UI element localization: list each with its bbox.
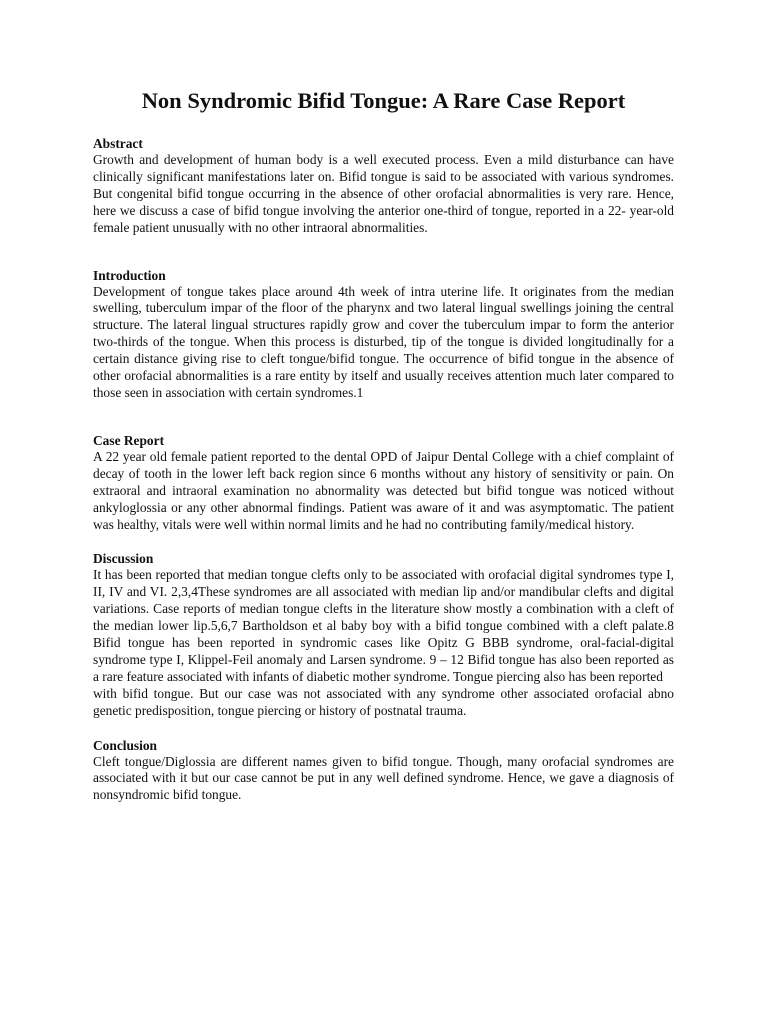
section-case-report bbox=[93, 432, 674, 534]
heading-conclusion: Conclusion bbox=[93, 737, 157, 753]
section-spacer bbox=[93, 237, 674, 267]
section-abstract bbox=[93, 135, 674, 237]
document-page bbox=[93, 86, 674, 804]
heading-introduction: Introduction bbox=[93, 267, 166, 283]
section-discussion bbox=[93, 550, 674, 719]
paragraph-case-report: A 22 year old female patient reported to the dental OPD of Jaipur Dental College with a chief complaint of decay of tooth in the lower left back region since 6 months without any history of sensitivity or pain. On extraoral and intraoral examination no abnormality was detected but bifid tongue was noticed without ankyloglossia or any other abnormal findings. Patient was aware of it and was asymptomatic. The patient was healthy, vitals were well within normal limits and he had no contributing family/medical history. bbox=[93, 448, 674, 532]
section-spacer bbox=[93, 402, 674, 432]
paragraph-introduction: Development of tongue takes place around 4th week of intra uterine life. It originates from the median swelling, tuberculum impar of the floor of the pharynx and two lateral lingual swellings joining the central structure. The lateral lingual structures rapidly grow and cover the tuberculum impar to form the anterior two-thirds of the tongue. When this process is disturbed, tip of the tongue is divided longitudinally for a certain distance giving rise to cleft tongue/bifid tongue. The occurrence of bifid tongue in the absence of other orofacial abnormalities is a rare entity by itself and usually receives attention much later compared to those seen in association with certain syndromes.1 bbox=[93, 283, 674, 400]
heading-case-report: Case Report bbox=[93, 432, 165, 448]
paragraph-discussion: It has been reported that median tongue clefts only to be associated with orofacial digital syndromes type I, II, IV and VI. 2,3,4These syndromes are all associated with median lip and/or mandibular clefts and digital variations. Case reports of median tongue clefts in the literature show mostly a combination with a cleft of the median lower lip.5,6,7 Bartholdson et al baby boy with a bifid tongue combined with a cleft palate.8 Bifid tongue has been reported in syndromic cases like Opitz G BBB syndrome, oral-facial-digital syndrome type I, Klippel-Feil anomaly and Larsen syndrome. 9 – 12 Bifid tongue has also been reported as a rare feature associated with infants of diabetic mother syndrome. Tongue piercing also has been reported bbox=[93, 567, 674, 684]
section-spacer bbox=[93, 533, 674, 550]
heading-discussion: Discussion bbox=[93, 551, 154, 567]
section-spacer bbox=[93, 720, 674, 737]
section-introduction bbox=[93, 267, 674, 402]
paragraph-abstract: Growth and development of human body is a well executed process. Even a mild disturbance can have clinically significant manifestations later on. Bifid tongue is said to be associated with various syndromes. But congenital bifid tongue occurring in the absence of other orofacial abnormalities is very rare. Hence, here we discuss a case of bifid tongue involving the anterior one-third of tongue, reported in a 22- year-old female patient unusually with no other intraoral abnormalities. bbox=[93, 152, 674, 235]
section-conclusion bbox=[93, 737, 674, 805]
heading-abstract: Abstract bbox=[93, 136, 143, 151]
paragraph-discussion-continued: with bifid tongue. But our case was not associated with any syndrome other associated orofacial abno genetic predisposition, tongue piercing or history of postnatal trauma. bbox=[93, 685, 674, 718]
document-title: Non Syndromic Bifid Tongue: A Rare Case Report bbox=[141, 88, 626, 113]
paragraph-conclusion: Cleft tongue/Diglossia are different names given to bifid tongue. Though, many orofacial syndromes are associated with it but our case cannot be put in any well defined syndrome. Hence, we gave a diagnosis of nonsyndromic bifid tongue. bbox=[93, 753, 674, 803]
